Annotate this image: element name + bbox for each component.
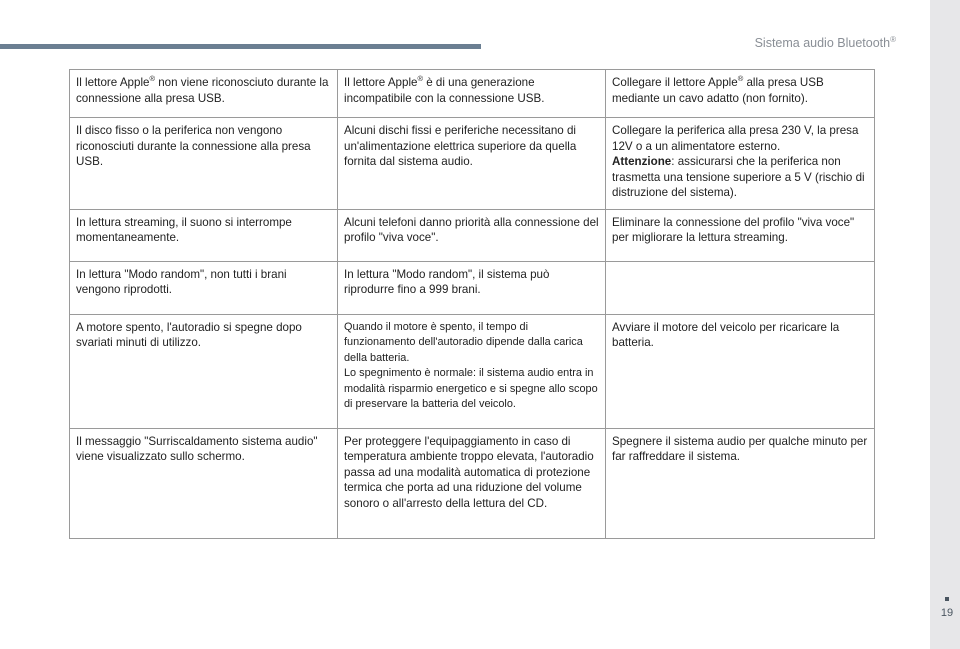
page-marker-icon (945, 597, 949, 601)
cause-cell: Quando il motore è spento, il tempo di funzionamento dell'autoradio dipende dalla carica della batteria. Lo spegnimento è normale: il sistema audio entra in modalità risparmio energetico e si spegne allo scopo di preservare la batteria del veicolo. (338, 314, 606, 428)
warning-label: Attenzione (612, 155, 672, 168)
problem-cell: Il lettore Apple® non viene riconosciuto durante la connessione alla presa USB. (70, 70, 338, 118)
solution-cell (606, 261, 875, 314)
cause-cell: Alcuni dischi fissi e periferiche necessitano di un'alimentazione elettrica superiore da quella fornita dal sistema audio. (338, 118, 606, 210)
problem-cell: Il messaggio "Surriscaldamento sistema audio" viene visualizzato sullo schermo. (70, 428, 338, 538)
table-row (70, 428, 875, 538)
cause-cell: Il lettore Apple® è di una generazione incompatibile con la connessione USB. (338, 70, 606, 118)
header-rule (0, 44, 481, 49)
solution-cell: Eliminare la connessione del profilo "viva voce" per migliorare la lettura streaming. (606, 209, 875, 261)
section-title: Sistema audio Bluetooth® (754, 34, 896, 50)
problem-cell: Il disco fisso o la periferica non vengono riconosciuti durante la connessione alla presa USB. (70, 118, 338, 210)
cause-cell: In lettura "Modo random", il sistema può riprodurre fino a 999 brani. (338, 261, 606, 314)
cause-cell: Per proteggere l'equipaggiamento in caso di temperatura ambiente troppo elevata, l'autoradio passa ad una modalità automatica di protezione termica che porta ad una riduzione del volume sonoro o all'arresto della lettura del CD. (338, 428, 606, 538)
cause-cell: Alcuni telefoni danno priorità alla connessione del profilo "viva voce". (338, 209, 606, 261)
solution-cell: Spegnere il sistema audio per qualche minuto per far raffreddare il sistema. (606, 428, 875, 538)
troubleshooting-table (69, 69, 875, 539)
page-number: 19 (940, 607, 954, 619)
table-row (70, 209, 875, 261)
table-row (70, 118, 875, 210)
problem-cell: A motore spento, l'autoradio si spegne dopo svariati minuti di utilizzo. (70, 314, 338, 428)
solution-cell: Avviare il motore del veicolo per ricaricare la batteria. (606, 314, 875, 428)
table-row (70, 314, 875, 428)
problem-cell: In lettura "Modo random", non tutti i brani vengono riprodotti. (70, 261, 338, 314)
solution-cell: Collegare il lettore Apple® alla presa USB mediante un cavo adatto (non fornito). (606, 70, 875, 118)
table-row (70, 70, 875, 118)
problem-cell: In lettura streaming, il suono si interrompe momentaneamente. (70, 209, 338, 261)
solution-cell: Collegare la periferica alla presa 230 V, la presa 12V o a un alimentatore esterno. Attenzione: assicurarsi che la periferica non trasmetta una tensione superiore a 5 V (rischio di distruzione del sistema). (606, 118, 875, 210)
side-strip (930, 0, 960, 649)
table-row (70, 261, 875, 314)
